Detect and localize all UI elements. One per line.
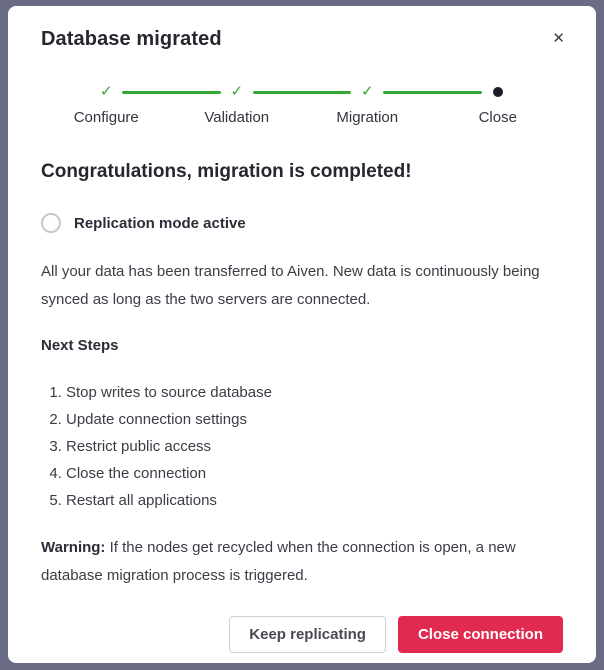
next-steps-list [41, 379, 563, 514]
stepper-connector [122, 91, 221, 94]
next-steps-heading: Next Steps [41, 337, 119, 354]
list-item: 3. Restrict public access [66, 433, 563, 460]
current-step-dot-icon [493, 87, 503, 97]
step-label: Configure [73, 109, 139, 126]
migration-description: All your data has been transferred to Aiven. New data is continuously being synced as long as the two servers are connected. [41, 263, 540, 308]
migration-stepper [41, 84, 563, 127]
step-marker [361, 84, 374, 100]
congratulations-heading: Congratulations, migration is completed! [41, 161, 412, 182]
list-item: 2. Update connection settings [66, 406, 563, 433]
spinner-circle-icon [41, 213, 61, 233]
replication-status-row [41, 213, 563, 233]
stepper-connector [383, 91, 482, 94]
close-connection-button[interactable]: Close connection [398, 616, 563, 653]
step-marker [100, 84, 113, 100]
stepper-connector [253, 91, 352, 94]
warning-body: If the nodes get recycled when the connection is open, a new database migration process is triggered. [41, 539, 516, 584]
dialog-header [41, 6, 563, 51]
dialog-title: Database migrated [41, 28, 222, 50]
step-marker [493, 84, 503, 100]
check-icon: ✓ [99, 83, 113, 100]
check-icon: ✓ [230, 83, 244, 100]
check-icon: ✓ [360, 83, 374, 100]
database-migrated-dialog [8, 6, 596, 663]
step-label: Close [478, 109, 517, 126]
keep-replicating-button[interactable]: Keep replicating [229, 616, 386, 653]
list-item: 1. Stop writes to source database [66, 379, 563, 406]
list-item: 5. Restart all applications [66, 487, 563, 514]
close-icon[interactable]: ✕ [548, 27, 569, 51]
step-label: Migration [336, 109, 399, 126]
warning-text [41, 534, 563, 590]
warning-label: Warning: [41, 539, 106, 556]
step-label: Validation [204, 109, 270, 126]
step-marker [230, 84, 243, 100]
replication-status-label: Replication mode active [74, 214, 246, 232]
dialog-footer [41, 616, 563, 653]
list-item: 4. Close the connection [66, 460, 563, 487]
